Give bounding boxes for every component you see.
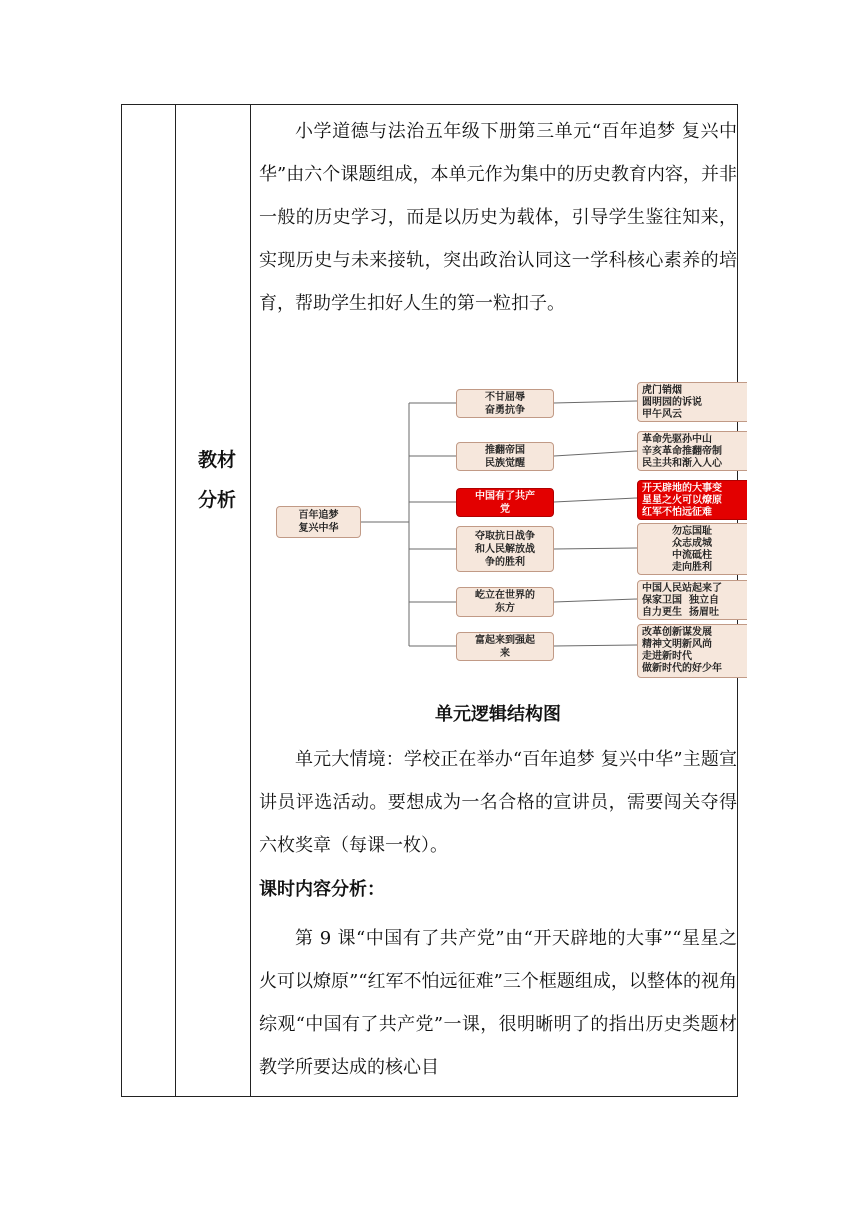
branch-box-highlighted: 中国有了共产 党 [456,488,554,517]
branch-box: 不甘屈辱 奋勇抗争 [456,389,554,418]
column-divider-1 [175,105,176,1096]
lesson-list-box: 勿忘国耻 众志成城 中流砥柱 走向胜利 [637,523,747,575]
branch-box: 屹立在世界的 东方 [456,587,554,617]
diagram-root-box: 百年追梦 复兴中华 [276,506,361,538]
diagram-caption: 单元逻辑结构图 [435,704,561,725]
intro-paragraph: 小学道德与法治五年级下册第三单元“百年追梦 复兴中华”由六个课题组成，本单元作为集中的历史教育内容，并非一般的历史学习，而是以历史为载体，引导学生鉴往知来，实现历史与未来接轨，突出政治认同这一学科核心素养的培育，帮助学生扣好人生的第一粒扣子。 [259,121,737,314]
lesson-list-box: 虎门销烟 圆明园的诉说 甲午风云 [637,382,747,422]
lesson-list-box-highlighted: 开天辟地的大事变 星星之火可以燎原 红军不怕远征难 [637,480,747,520]
lesson-list-box: 革命先驱孙中山 辛亥革命推翻帝制 民主共和渐入人心 [637,431,747,471]
situation-paragraph: 单元大情境：学校正在举办“百年追梦 复兴中华”主题宣讲员评选活动。要想成为一名合格的宣讲员，需要闯关夺得六枚奖章（每课一枚）。 [259,749,737,856]
lesson-list-box: 中国人民站起来了 保家卫国 独立自 自力更生 扬眉吐 [637,580,747,620]
branch-box: 富起来到强起 来 [456,632,554,661]
column-divider-2 [250,105,251,1096]
row-label [182,440,252,520]
lesson-analysis-heading: 课时内容分析： [259,879,385,900]
lesson-analysis-paragraph: 第 9 课“中国有了共产党”由“开天辟地的大事”“星星之火可以燎原”“红军不怕远征难”三个框题组成，以整体的视角综观“中国有了共产党”一课，很明晰明了的指出历史类题材教学所要达成的核心目 [259,928,737,1078]
lesson-plan-table [121,104,738,1097]
unit-structure-diagram [269,378,747,688]
branch-box: 推翻帝国 民族觉醒 [456,442,554,471]
lesson-list-box: 改革创新谋发展 精神文明新风尚 走进新时代 做新时代的好少年 [637,624,747,678]
branch-box: 夺取抗日战争 和人民解放战 争的胜利 [456,526,554,572]
row-label-text: 教材分析 [197,449,236,511]
